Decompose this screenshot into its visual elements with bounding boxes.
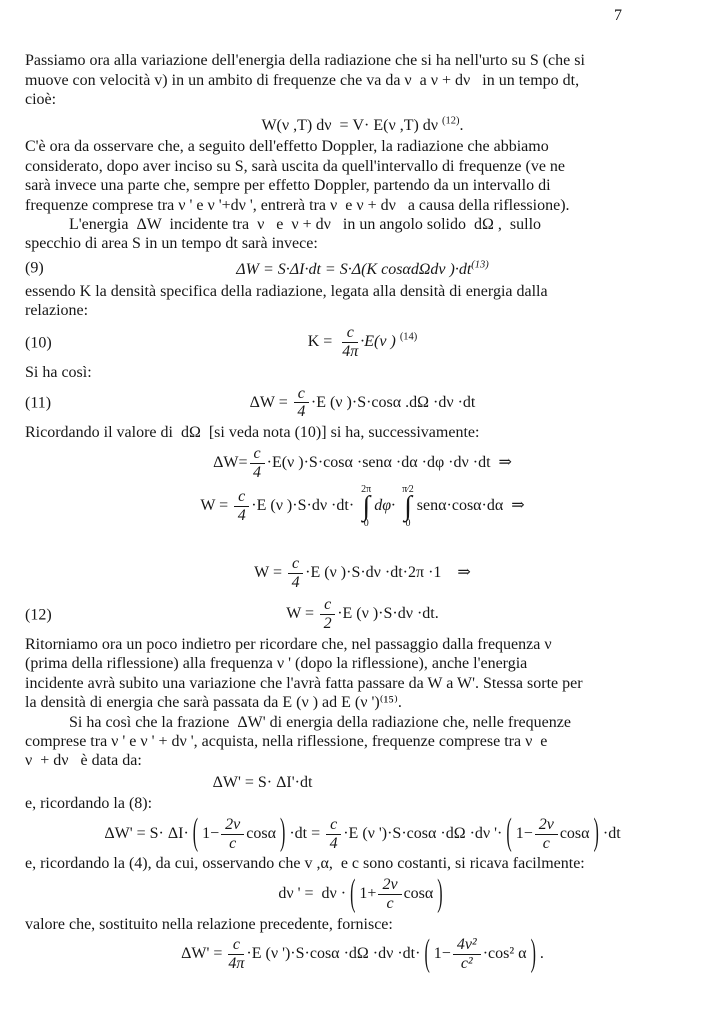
equation-text: dφ· — [374, 497, 400, 515]
paragraph-ricordando-domega — [25, 423, 700, 442]
equation-text: ΔW' = — [181, 945, 227, 963]
text-line: Si ha così che la frazione ΔW' di energia della radiazione che, nelle frequenze — [25, 713, 571, 731]
equation-dw-expanded — [25, 445, 700, 482]
equation-text: 1− — [202, 824, 220, 842]
left-paren: ( — [424, 934, 430, 975]
equation-number-12: (12) — [25, 605, 52, 623]
left-paren: ( — [192, 813, 199, 854]
equation-text: ·E (ν ')·S·cosα ·dΩ ·dν ·dt· — [246, 945, 421, 963]
text-line: incidente avrà subito una variazione che l'avrà fatta passare da W a W'. Stessa sorte per — [25, 674, 583, 692]
equation-text: ΔW' = S· ΔI· — [104, 824, 189, 842]
paragraph-ritorniamo — [25, 635, 700, 713]
equation-number-11: (11) — [25, 394, 52, 412]
integral-icon: ∫ — [404, 490, 412, 522]
fraction: $\frac{c}{4}$ — [324, 816, 343, 853]
text-line: C'è ora da osservare che, a seguito dell'effetto Doppler, la radiazione che abbiamo — [25, 138, 549, 156]
equation-text: W = — [286, 605, 319, 623]
integral-alpha: π⁄2 ∫ 0 — [402, 483, 414, 530]
equation-9 — [25, 256, 700, 280]
fraction: $\frac{\text{4v²}}{\text{c²}}$ — [451, 936, 483, 973]
text-line: ν + dν è data da: — [25, 752, 142, 770]
text-line: (prima della riflessione) alla frequenza ν ' (dopo la riflessione), anche l'energia — [25, 655, 528, 673]
text-line: sarà invece una parte che, sempre per effetto Doppler, partendo da un intervallo di — [25, 177, 551, 195]
text-line: specchio di area S in un tempo dt sarà invece: — [25, 235, 318, 253]
equation-text: ⇒ — [503, 497, 525, 515]
equation-text: cosα — [403, 884, 434, 902]
equation-text: ΔW = — [249, 393, 292, 411]
text-line: e, ricordando la (4), da cui, osservando che v ,α, e c sono costanti, si ricava facilmente: — [25, 855, 585, 873]
equation-text: ΔW' = S· ΔI'·dt — [212, 773, 313, 791]
text-line: L'energia ΔW incidente tra ν e ν + dν in un angolo solido dΩ , sullo — [25, 215, 542, 233]
footnote-ref-12: (12) — [442, 115, 460, 127]
equation-text: ·dt — [602, 824, 621, 842]
paragraph-doppler — [25, 137, 700, 215]
equation-number-9: (9) — [25, 258, 44, 276]
fraction: $\frac{c}{4\pi}$ — [342, 324, 359, 361]
equation-integral — [25, 484, 700, 530]
equation-text: . — [539, 945, 544, 963]
right-paren: ) — [279, 813, 286, 854]
equation-text: ·E (ν )·S·dν ·dt. — [337, 605, 439, 623]
integral-phi: 2π ∫ 0 — [361, 483, 372, 530]
text-line: Ritorniamo ora un poco indietro per ricordare che, nel passaggio dalla frequenza ν — [25, 636, 552, 654]
fraction: $\frac{c}{4}$ — [248, 445, 267, 482]
equation-8-applied — [25, 813, 700, 854]
text-line: Ricordando il valore di dΩ [si veda nota (10)] si ha, successivamente: — [25, 424, 480, 442]
equation-text: dν ' = dν · — [278, 884, 347, 902]
equation-final — [25, 936, 700, 973]
text-line: e, ricordando la (8): — [25, 795, 153, 813]
equation-w-definition — [25, 112, 700, 136]
left-paren: ( — [506, 813, 512, 854]
text-line: Passiamo ora alla variazione dell'energia della radiazione che si ha nell'urto su S (che si — [25, 52, 585, 70]
equation-text: ·dt = — [289, 824, 325, 842]
fraction: $\frac{c}{2}$ — [318, 596, 337, 633]
equation-dw-prime — [25, 773, 700, 792]
left-paren: ( — [350, 873, 356, 914]
fraction: $\frac{2v}{c}$ — [376, 876, 403, 913]
equation-text: ·E (ν )·S·dν ·dt·2π ·1 ⇒ — [305, 564, 471, 582]
equation-text: ·E(ν )·S·cosα ·senα ·dα ·dφ ·dν ·dt ⇒ — [266, 453, 512, 471]
paragraph-intro — [25, 51, 700, 109]
text-line: cioè: — [25, 91, 57, 109]
equation-text: senα·cosα·dα — [416, 497, 504, 515]
text-line: relazione: — [25, 301, 89, 319]
equation-text: W = — [200, 497, 233, 515]
text-line: comprese tra ν ' e ν ' + dν ', acquista, nella riflessione, frequenze comprese tra ν e — [25, 733, 548, 751]
integral-icon: ∫ — [362, 490, 371, 522]
text-line: valore che, sostituito nella relazione precedente, fornisce: — [25, 915, 393, 933]
text-line: considerato, dopo aver inciso su S, sarà uscita da quell'intervallo di frequenze (ve ne — [25, 157, 566, 175]
text-line: essendo K la densità specifica della radiazione, legata alla densità di energia dalla — [25, 282, 548, 300]
equation-text: K = — [307, 333, 341, 351]
equation-text: W = — [254, 564, 287, 582]
fraction: $\frac{c}{4\pi}$ — [228, 936, 245, 973]
right-paren: ) — [593, 813, 599, 854]
equation-text: W(ν ,T) dν = V· E(ν ,T) dν — [261, 116, 443, 134]
right-paren: ) — [530, 934, 536, 975]
equation-text: 1− — [433, 945, 451, 963]
equation-text: cosα — [559, 824, 590, 842]
fraction: $\frac{2v}{c}$ — [219, 816, 246, 853]
fraction: $\frac{c}{4}$ — [292, 385, 311, 422]
footnote-ref-14: (14) — [399, 332, 418, 344]
fraction: $\frac{2v}{c}$ — [533, 816, 560, 853]
equation-12 — [25, 596, 700, 633]
text-line: la densità di energia che sarà passata da E (ν ) ad E (ν ')⁽¹⁵⁾. — [25, 694, 402, 712]
equation-text: . — [459, 116, 464, 134]
paragraph-energia-incidente — [25, 215, 700, 254]
text-line: frequenze comprese tra ν ' e ν '+dν ', entrerà tra ν e ν + dν a causa della riflessione). — [25, 196, 570, 214]
paragraph-valore-che — [25, 915, 700, 934]
equation-10 — [25, 324, 700, 361]
equation-w-intermediate — [25, 555, 700, 592]
page-number: 7 — [614, 7, 622, 24]
equation-text: ΔW= — [213, 453, 248, 471]
equation-text: 1− — [515, 824, 533, 842]
equation-text: cosα — [246, 824, 276, 842]
equation-text: ·E(ν ) — [360, 333, 400, 351]
fraction: $\frac{c}{4}$ — [232, 488, 251, 525]
text-line: muove con velocità v) in un ambito di frequenze che va da ν a ν + dν in un tempo dt, — [25, 71, 580, 89]
paragraph-ricordando-4 — [25, 854, 700, 873]
equation-11 — [25, 385, 700, 422]
text-line: Si ha così: — [25, 364, 92, 382]
equation-text: ·E (ν ')·S·cosα ·dΩ ·dν '· — [343, 824, 503, 842]
right-paren: ) — [437, 873, 443, 914]
equation-text: 1+ — [359, 884, 377, 902]
fraction: $\frac{c}{4}$ — [286, 555, 305, 592]
equation-text: ·cos² α — [482, 945, 527, 963]
equation-text: ·E (ν )·S·dν ·dt· — [251, 497, 359, 515]
equation-text: ·E (ν )·S·cosα .dΩ ·dν ·dt — [310, 393, 476, 411]
equation-text: ΔW = S·ΔI·dt = S·Δ(K cosαdΩdν )·dt — [236, 261, 472, 279]
equation-dnu-prime — [25, 873, 700, 914]
equation-number-10: (10) — [25, 334, 52, 352]
paragraph-frazione-dw — [25, 713, 700, 771]
footnote-ref-13: (13) — [471, 259, 489, 271]
paragraph-si-ha-cosi — [25, 363, 700, 382]
paragraph-essendo-k — [25, 282, 700, 321]
